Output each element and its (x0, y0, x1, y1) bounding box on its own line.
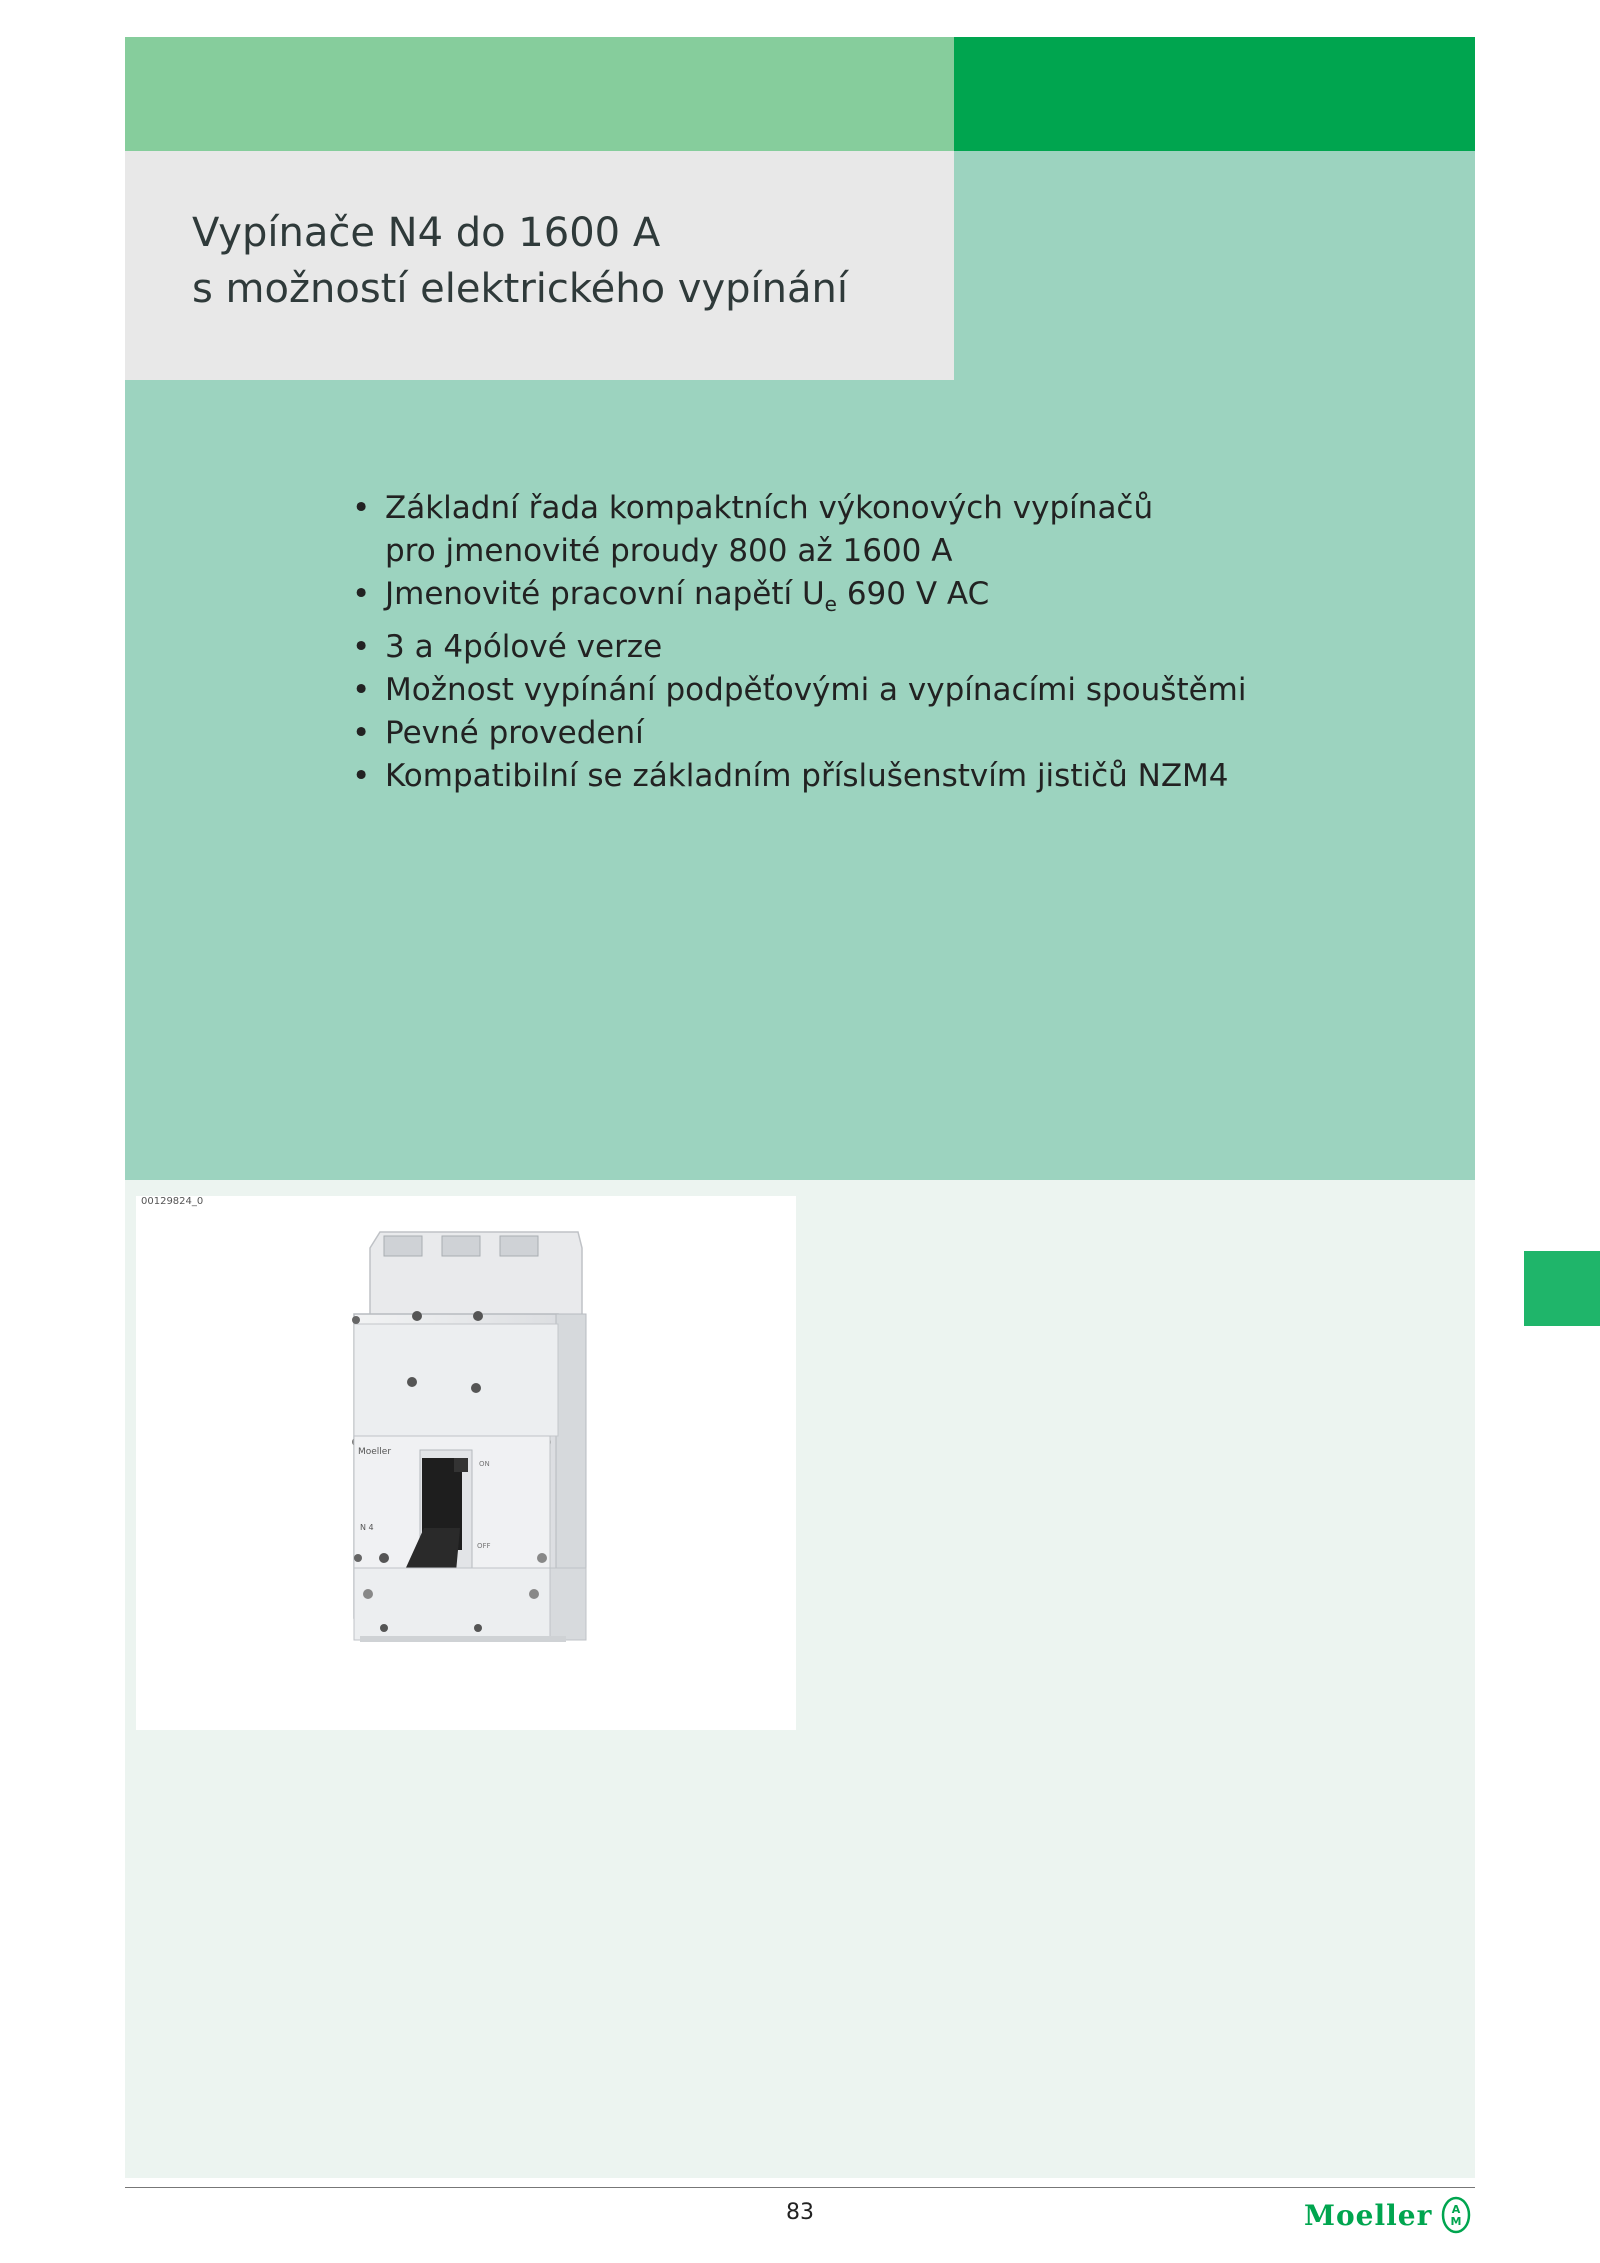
feature-item-1-line-2: pro jmenovité proudy 800 až 1600 A (385, 533, 953, 569)
mint-panel-right (954, 151, 1475, 380)
feature-item: • Možnost vypínání podpěťovými a vypínacími spouštěmi (352, 669, 1252, 712)
feature-item-2-value: 690 V AC (836, 576, 990, 612)
circuit-breaker-illustration (136, 1196, 796, 1730)
image-id-label: 00129824_0 (141, 1196, 204, 1207)
page-title (192, 205, 932, 317)
moeller-logo (1304, 2196, 1471, 2236)
footer-divider (125, 2187, 1475, 2188)
svg-text:M: M (1450, 2215, 1462, 2228)
feature-item-1-line-1: Základní řada kompaktních výkonových vypínačů (385, 490, 1154, 526)
on-label: ON (479, 1460, 490, 1468)
off-label: OFF (477, 1542, 491, 1550)
front-label: N 4 (360, 1523, 374, 1532)
header-band-dark (954, 37, 1475, 151)
feature-item: • 3 a 4pólové verze (352, 626, 1252, 669)
product-photo (136, 1196, 796, 1730)
logo-text: Moeller (1304, 2198, 1433, 2232)
feature-item-2-subscript: e (824, 592, 837, 617)
moeller-emblem-icon (1441, 2196, 1471, 2234)
title-line-2: s možností elektrického vypínání (192, 266, 848, 312)
svg-text:A: A (1452, 2203, 1461, 2216)
title-line-1: Vypínače N4 do 1600 A (192, 210, 661, 256)
feature-item: • Pevné provedení (352, 712, 1252, 755)
section-tab (1524, 1251, 1600, 1326)
feature-item (352, 487, 1252, 573)
feature-item (352, 573, 1252, 626)
feature-item-2-text: Jmenovité pracovní napětí U (385, 576, 825, 612)
feature-list (352, 487, 1252, 798)
header-band-light (125, 37, 954, 151)
feature-item: • Kompatibilní se základním příslušenstvím jističů NZM4 (352, 755, 1252, 798)
svg-text:Moeller: Moeller (358, 1447, 392, 1457)
page-number: 83 (786, 2200, 814, 2225)
